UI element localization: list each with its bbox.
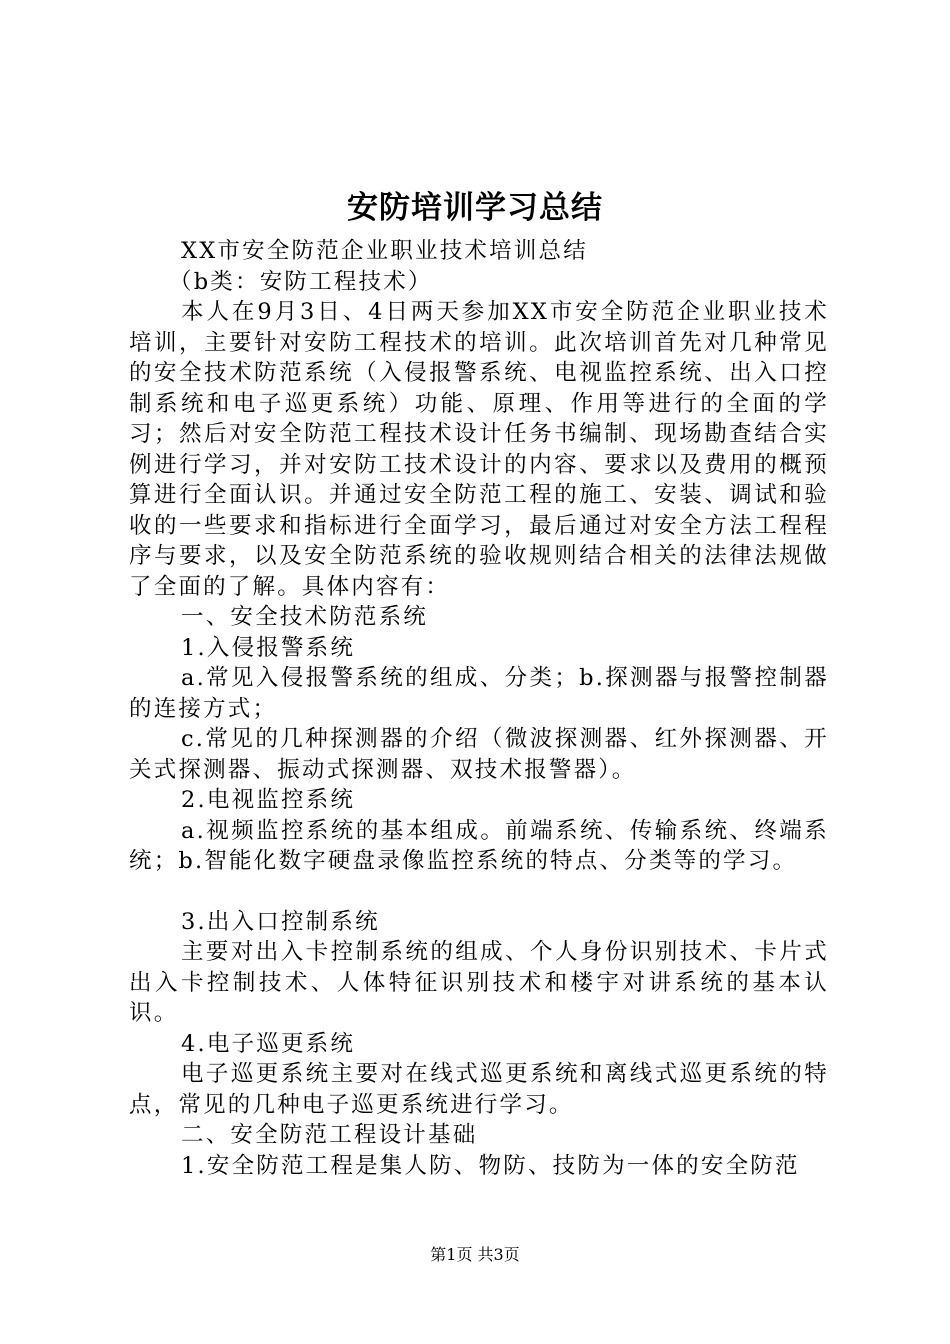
document-body — [129, 236, 829, 1181]
subtitle-category: （b类：安防工程技术） — [169, 268, 433, 295]
section-heading: 二、安全防范工程设计基础 — [181, 1122, 478, 1148]
subsection-heading: 3.出入口控制系统 — [181, 908, 380, 935]
subtitle-line: XX市安全防范企业职业技术培训总结 — [181, 238, 588, 264]
subsection-heading: 2.电视监控系统 — [181, 787, 356, 813]
subsection-heading: 4.电子巡更系统 — [181, 1030, 356, 1057]
page-number-footer: 第1页 共3页 — [430, 1245, 520, 1264]
body-paragraph: a.常见入侵报警系统的组成、分类；b.探测器与报警控制器的连接方式； — [129, 665, 829, 722]
body-paragraph: 主要对出入卡控制系统的组成、个人身份识别技术、卡片式出入卡控制技术、人体特征识别技术和楼宇对讲系统的基本认识。 — [129, 939, 829, 1026]
body-paragraph: a.视频监控系统的基本组成。前端系统、传输系统、终端系统；b.智能化数字硬盘录像监控系统的特点、分类等的学习。 — [129, 817, 829, 874]
body-paragraph: 1.安全防范工程是集人防、物防、技防为一体的安全防范 — [181, 1152, 800, 1179]
paragraph-gap — [129, 877, 829, 907]
subsection-heading: 1.入侵报警系统 — [181, 634, 356, 661]
body-paragraph: 电子巡更系统主要对在线式巡更系统和离线式巡更系统的特点，常见的几种电子巡更系统进行学习。 — [129, 1061, 829, 1118]
section-heading: 一、安全技术防范系统 — [181, 604, 429, 630]
document-title: 安防培训学习总结 — [347, 190, 603, 226]
intro-paragraph: 本人在9月3日、4日两天参加XX市安全防范企业职业技术培训，主要针对安防工程技术的培训。此次培训首先对几种常见的安全技术防范系统（入侵报警系统、电视监控系统、出入口控制系统和电子巡更系统）功能、原理、作用等进行的全面的学习；然后对安全防范工程技术设计任务书编制、现场勘查结合实例进行学习，并对安防工技术设计的内容、要求以及费用的概预算进行全面认识。并通过安全防范工程的施工、安装、调试和验收的一些要求和指标进行全面学习，最后通过对安全方法工程程序与要求，以及安全防范系统的验收规则结合相关的法律法规做了全面的了解。具体内容有： — [129, 299, 829, 600]
body-paragraph: c.常见的几种探测器的介绍（微波探测器、红外探测器、开关式探测器、振动式探测器、双技术报警器）。 — [129, 726, 829, 783]
